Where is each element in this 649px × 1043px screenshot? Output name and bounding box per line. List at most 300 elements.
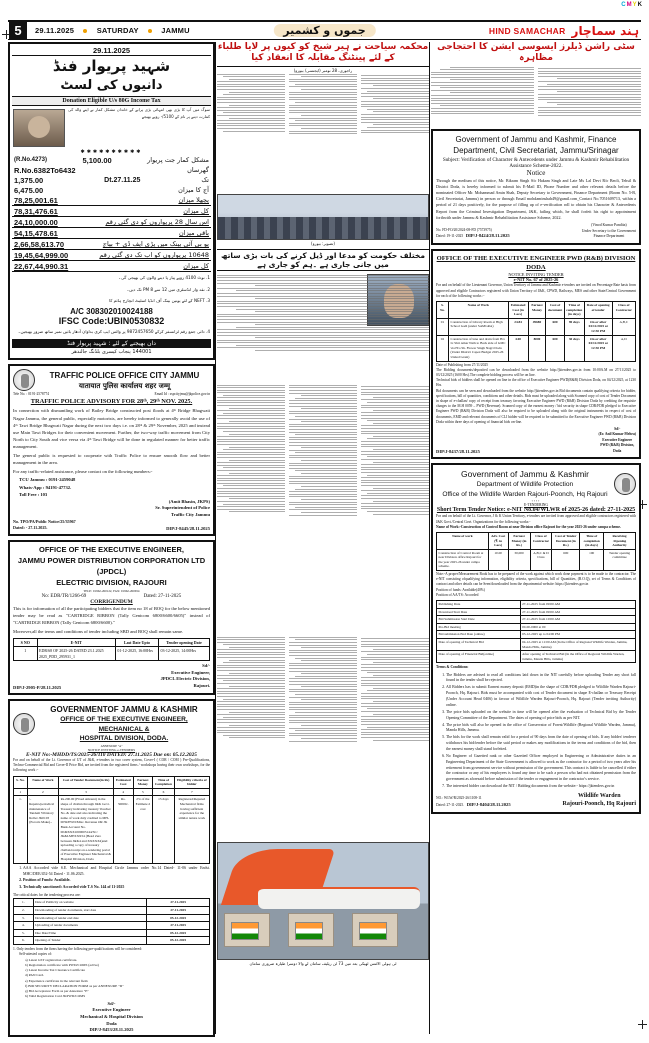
- doda-note: 2. Position of Funds: Available.: [23, 878, 210, 884]
- doda-place: Doda: [106, 1020, 117, 1026]
- column-container: [8, 42, 641, 1034]
- traffic-advisory-para2: The general public is requested to cooperate with Traffic Police to ensure smooth flow and better management in the area.: [13, 453, 210, 466]
- traffic-dip-number: DIP/J-8445/28.11.2025: [166, 526, 210, 531]
- doda-prequal-list: [25, 958, 210, 999]
- wildlife-term: 3. The price bids uploaded on the website in time will be opened after the evaluation of Technical Bid by the Tender Opening Committee of the Department. The dates of opening of price bids as per NIT.: [446, 710, 636, 722]
- cmyk-color-bar: CMYK: [621, 2, 643, 8]
- td-opening: 03-12-2025, 14:00Hrs: [159, 647, 210, 661]
- col-index: 7: [174, 788, 209, 796]
- cargo-crate: [288, 913, 334, 947]
- col-index: 3: [59, 788, 114, 796]
- wildlife-position-aa: Position of AA/TS: Accorded: [436, 592, 479, 597]
- article-dateline: راجوری، 28 نومبر (ایجنسی/ بیورو): [293, 67, 353, 73]
- pwd-signer-name: (Er. Anil Kumar Mehra): [598, 432, 636, 437]
- doda-mechanical-notice: [8, 699, 215, 1038]
- td-sno: 5.: [14, 929, 34, 937]
- pwd-intro: For and on behalf of the Lieutenant Governor, Union Territory of Jammu and Kashmir e-tenders are invited on Percentage Rate basis from approved and eligible Contractors registered with Union Territory of J&K, CPWD, Railways, MES and other State/Central Government for each of the following works :-: [436, 283, 636, 298]
- table-row: [437, 601, 636, 609]
- pwd-sub: NOTICE INVITING TENDER: [508, 272, 564, 278]
- india-flag-icon: [359, 922, 387, 940]
- pwd-note-3: Bid documents can be seen and downloaded from the website http://jktenders.gov.in Bid documents contain qualifying criteria for bidder, specifications, bill of quantities, conditions and other details. Bids must be uploaded along with Scanned copy of cost of Tender Document in shape of e-challan/ copy of receipt from treasury favoring Executive Engineer PWD (R&B) Division Doda by crediting the requisite charges to the M.H 0059 – PWD (Revenue). Scanned copy of the earnest money / bid security in shape CDR/FDR pledged to Executive Engineer PWD (R&B) Division Doda will also be required to be uploaded along with the original instruments in respect of cost of documents, EMD and relevant documents of CLI bidder will be required to be submitted to the Executive Engineer PWD (R&B) Division Doda within three days of opening of financial bids on-line.: [436, 388, 636, 424]
- doda-dip-number: DIP/J-8453/28.11.2025: [89, 1027, 134, 1033]
- td-datetime: 03-12-2025 up to 04:00 PM: [520, 631, 635, 639]
- jpdcl-tender-table: [13, 638, 210, 661]
- jpdcl-line2: JAMMU POWER DISTRIBUTION CORPORATION LTD (JPDCL): [17, 555, 206, 576]
- article-body-right: [431, 67, 641, 129]
- contact-whatsapp: Whats-App : 94191-47732.: [19, 484, 72, 490]
- donation-title-line1: شہید پریوار فنڈ: [52, 57, 171, 75]
- india-flag-icon: [231, 922, 259, 940]
- wildlife-intro: For and on behalf of the Lt. Governor, J & K Union Territory, e-tenders are invited from approved and eligible contractors registered with J&K Govt./Central Govt. Organizations for the following works:-: [436, 514, 636, 524]
- th-eligibility: Eligibility criteria of bidder: [174, 776, 209, 788]
- td-class: A,D: [612, 335, 635, 361]
- th-class: Class of Contractor: [612, 301, 635, 318]
- finance-signature: [582, 223, 636, 240]
- brand-name-urdu: ہند سماچار: [571, 23, 639, 38]
- prequal-item: b) Registration certificate with PWD/COMS (active): [25, 963, 99, 968]
- middle-column: [217, 42, 429, 1034]
- table-row: [14, 937, 210, 945]
- doda-division: Mechanical & Hospital Division: [80, 1014, 143, 1020]
- donation-row: [12, 261, 211, 272]
- jpdcl-division: JPDCL Electric Division,: [160, 676, 210, 682]
- donation-amount: 54,15,478.61: [14, 228, 58, 238]
- th-enit: E-NIT: [37, 638, 115, 646]
- td-estcost: Rs. 50000/-: [113, 796, 133, 863]
- doda-office-line1: OFFICE OF THE EXECUTIVE ENGINEER, MECHANICAL &: [60, 716, 188, 733]
- masthead-brand: [489, 24, 641, 38]
- td-sno: 1: [14, 647, 38, 661]
- td-date: 27-11-2025: [147, 922, 210, 930]
- finance-title-line1: Government of Jammu and Kashmir, Finance: [455, 134, 617, 144]
- article-body-2: [217, 74, 429, 194]
- prequal-item: h) Valid Registration Card JKPWD/COMS: [25, 993, 86, 998]
- finance-department-notice: [431, 129, 641, 245]
- donation-receipt-no: (R.No.4273): [14, 157, 48, 164]
- donation-ifsc-code: IFSC Code:UBIN0530832: [58, 315, 165, 326]
- doda-office-line2: HOSPITAL DIVISION, DODA.: [79, 735, 169, 743]
- td-emd: 8000: [528, 335, 546, 361]
- prequal-item: e) Experience certificate in the relevant field.: [25, 978, 89, 983]
- masthead-edition: JAMMU: [161, 26, 190, 35]
- td-authority: Tender opening committee: [604, 549, 636, 570]
- td-time: 90 days: [564, 318, 584, 335]
- td-work: Construction of Control Room at near Division office Rajouri for the year 2025-26 under campa scheme.: [437, 549, 489, 570]
- td-costdoc: 600: [546, 335, 564, 361]
- finance-file-no: No. FD-FO/20/2024-08-FD (7573975): [436, 227, 492, 232]
- table-row: [14, 922, 210, 930]
- jpdcl-designation: Executive Engineer,: [171, 669, 210, 675]
- td-costdoc: Rs.200.00 (Fixed Amount) in the shape of challan through J&K Govt. Treasury indicating treasury Voucher No. & date and also indicating the name of work duly credited to MH-0059/PWD/Misc. Revenue OR JK Bank Account No. 0049XXX1000005144/SC/ JK&LMEXXX54 (Head Zero between J&K4 and XXXXX4)and uploading a copy of treasury challan/receipt on e-tendering portal of Executive Engineer Mechanical & Hospital Division, Doda: [59, 796, 114, 863]
- page-number: 5: [9, 22, 27, 40]
- td-event: Date of Publicity on website: [33, 899, 147, 907]
- table-row: [14, 906, 210, 914]
- th-authority: Receiving /Opening Authority: [604, 532, 636, 549]
- wildlife-etendering-label: E-TENDERING: [524, 503, 548, 508]
- traffic-tele-label: Tele No. : 0191-2578774: [13, 392, 50, 397]
- td-datetime: After opening of Technical Bid (In the Office of Regional Wildlife Warden, Jammu, Manda Hills, Jammu): [520, 651, 635, 663]
- table-row: [437, 623, 636, 631]
- donation-term: 3. NEFT کے لئے یونین بینک آف انڈیا اسٹیٹ انچارج ہائم کا: [109, 298, 210, 304]
- pwd-note-1: The Bidding documents/deposited can be downloaded from the website http://jktenders.gov.in from 10:00A.M on 27/11/2025 to 03/12/2025 (1600 Hrs).The complete bidding process will be on line.: [436, 367, 636, 377]
- wildlife-terms-title: Terms & Conditions:: [436, 665, 469, 670]
- td-opening: On or after 04/12/2025 at 12:30 PM: [584, 318, 612, 335]
- donation-amount: 6,475.00: [14, 185, 44, 195]
- finance-signer-name: (Vinod Kumar Pandita): [591, 222, 627, 227]
- donation-amount: 2,66,58,613.70: [14, 239, 65, 249]
- donation-account-number: A/C 308302010024188: [70, 306, 153, 316]
- wildlife-works-table: [436, 532, 636, 571]
- th-sno: S. No.: [437, 301, 449, 318]
- doda-signature: [13, 1001, 210, 1028]
- donation-label: پچھلا میزان: [178, 196, 209, 205]
- doda-tender-table: [13, 776, 210, 864]
- pwd-rnb-doda-notice: [431, 249, 641, 459]
- brand-name-english: HIND SAMACHAR: [488, 25, 566, 36]
- td-sno: 02: [437, 335, 449, 361]
- donation-amount: 5,100.00: [82, 155, 112, 165]
- donation-term: 2. نقد وار انڈسٹری میں 12 سے 8 PM تک دیں۔: [126, 286, 210, 292]
- donation-row: [12, 175, 211, 185]
- wildlife-office: Office of the Wildlife Warden Rajouri-Poonch, Hq Rajouri: [442, 490, 608, 498]
- donation-rno-label: گھرساں: [187, 166, 209, 175]
- pwd-sd: Sd/-: [614, 426, 621, 431]
- donor-photo: [13, 109, 65, 147]
- th-costdoc: Cost of document: [546, 301, 564, 318]
- th-advcost: Adv. Cost (₹. in Lacs): [488, 532, 508, 549]
- finance-notice-label: Notice: [526, 168, 546, 177]
- td-sno: 2.: [14, 906, 34, 914]
- td-work: Construction of lane and drain from H/o Lt Shri Amar Nath to Back side of GMC via H/o Sh. Flower Singh Nagri Doda (Under District Capex Budget 2025-26 Untied Grant): [448, 335, 508, 361]
- th-time: Time of completion (in days): [580, 532, 604, 549]
- td-date: 05-12-2025: [147, 914, 210, 922]
- th-work: Name of Work: [448, 301, 508, 318]
- star-divider-icon: ✱✱✱✱✱✱✱✱✱✱: [80, 150, 143, 156]
- donation-row: [12, 195, 211, 206]
- prequal-item: a) Latest GST registration certificate.: [25, 958, 78, 963]
- donation-label: کل میزان: [183, 207, 209, 216]
- wildlife-notice-line: Short Term Tender Notice: e-NIT No.04/WLWR of 2025-26 dated: 27-11-2025: [436, 507, 636, 514]
- jpdcl-corrigendum-notice: [8, 540, 215, 695]
- td-date: 05-12-2025: [147, 937, 210, 945]
- td-event: Publishing Date: [437, 601, 521, 609]
- td-date: 05-12-2025: [147, 929, 210, 937]
- col-index: 1: [14, 788, 28, 796]
- donation-photo-caption: سوگ میں آپ کا بڑی بھی انتہائی بڑی پرانے کے خاندان مشکل کمار نے اپنے والد کی کمارت دینے پر نام کے 5100/- روپے بھیجے: [68, 107, 210, 119]
- td-sno: 3.: [14, 914, 34, 922]
- td-time: 30 days: [564, 335, 584, 361]
- donation-label: باقی میزان: [179, 229, 209, 238]
- donation-date: 29.11.2025: [12, 46, 211, 56]
- td-class: A,B,C: [612, 318, 635, 335]
- th-emd: Earnest Money: [528, 301, 546, 318]
- masthead-dateline: [35, 26, 190, 35]
- table-row: [14, 647, 210, 661]
- traffic-notice-title-hi: यातायात पुलिस कार्यालय शहर जम्मू: [78, 382, 171, 391]
- wildlife-term: 2. All Bidders has to submit Earnest money deposit (EMD)in the shape of CDR/FDR pledged to Wildlife Warden Rajouri-Poonch, Hq. Rajouri. Bids must be accompanied with cost of Tender document in shape E-challan or Treasury Receipt (Under Account Head 0406) in favour of Wildlife Warden Rajouri-Poonch, Hq. Rajouri (Tender inviting Authority) online.: [446, 685, 636, 708]
- article-body-3-continued: [217, 385, 429, 635]
- td-event: Bid submission End Date (online): [437, 631, 521, 639]
- pwd-works-table: [436, 301, 636, 362]
- donation-label: تک: [201, 176, 209, 185]
- donation-amount: 1,375.00: [14, 175, 44, 185]
- wildlife-term: 6. No Engineer of Gazetted rank or other Gazetted Officer employed in Engineering or Administrative duties in an Engineering Department of the State Government is allowed to work as the contractor for a period of two years after his retirement from government service without permission of the government. This contract is liable to be cancelled if either the contractor or any of his employees is found any time to be such a person who had not obtained permission from the government as aforesaid before submission of the tender or engagement in the contractor's service.: [446, 754, 636, 783]
- col-index: 2: [27, 788, 58, 796]
- table-row: [437, 651, 636, 663]
- table-header-row: [437, 301, 636, 318]
- traffic-advisory-para3: For any traffic-related assistance, please contact on the following numbers:-: [13, 469, 153, 475]
- doda-note: 1. AAA Accorded vide S.E. Mechanical and Hospital Circle Jammu order No.14 Dated- 11-06 under Endst. MHC/DEE/452-54 Dated - 11.06.2025.: [23, 866, 210, 878]
- td-event: Download Start Date: [437, 608, 521, 616]
- td-sno: 01: [437, 318, 449, 335]
- donation-row: [12, 228, 211, 239]
- td-enit: EDR/68 OF 2025-26 DATED 23.1.2025 2025_PDD_295931_1: [37, 647, 115, 661]
- td-sno: 1.: [14, 796, 28, 863]
- td-emd: 2% of the Estimate d cost: [133, 796, 153, 863]
- td-date: 27-11-2025: [147, 899, 210, 907]
- wildlife-signer-title: Wildlife Warden: [577, 792, 621, 799]
- doda-note: 3. Technically sanctioned: Accorded vide T.S No. 144 of 11-2025: [23, 885, 210, 891]
- jpdcl-body2: Moreover,all the terms and conditions of tender including SBD and BOQ shall remain same.: [13, 628, 184, 634]
- wildlife-term: 7. The interested bidder can download the NIT / Bidding documents from the website:- https://jktenders.gov.in: [446, 784, 636, 790]
- doda-annexure: ANNEXURE "A": [100, 743, 123, 748]
- wildlife-work-line: Name of Work:-Construction of Control Room at near Division office Rajouri for the year 2025-26 under campa scheme.: [436, 524, 621, 529]
- traffic-advisory-heading: TRAFFIC POLICE ADVISORY FOR 28ᵗʰ, 29ᵗʰ NOV. 2025.: [30, 398, 193, 406]
- finance-subject: Subject: Verification of Character & Antecedents under Jammu & Kashmir Rehabilitation Assistance Scheme-2022.: [442, 156, 630, 169]
- table-row: [437, 549, 636, 570]
- pwd-place: Doda: [613, 448, 622, 453]
- doda-sd: Sd/-: [107, 1000, 116, 1006]
- traffic-signer-office: Traffic City Jammu: [171, 512, 210, 518]
- jpdcl-signature: [161, 663, 210, 690]
- traffic-email-label: Email Id : sspcityjmu@jkpolice.gov.in: [154, 392, 210, 397]
- finance-dated: Dated: 19-11-2025 DIP/J-8424/28.11.2025: [436, 233, 510, 239]
- th-costdoc: Cost of Tender Document (in Rs.): [552, 532, 580, 549]
- table-header-row: [437, 532, 636, 549]
- finance-body: Through the medium of this notice, Mr. Bikram Singh S/o Hakam Singh and Late Ms Lal Devi R/o Beoli, Tehsil & District Doda, is hereby informed to submit his E-Mail ID, Phone Number and other relevant details before the nominated Officer Mr. Mohammad Amin Shah, Deputy Secretary to Government, Finance Department (Room No. 5-B, Civil Secretariat, Jammu) in person or through Email mohdaminshah49@gamil.com_Contact No.7051609713, within a period of 21 days positively, for the purpose of filling up of e-verification roll to obtain his Character & Antecedents Report from the Criminal Investigation Department, J&K, failing which, he shall forfeit his right to appointment forthwith under Jammu & Kashmir Rehabilitation Assistance Scheme, 2022.: [436, 177, 636, 220]
- th-emd: Earnest Money (in Rs.): [508, 532, 530, 549]
- donation-amount: 19,45,64,999.00: [14, 250, 69, 260]
- td-emd: 49680: [528, 318, 546, 335]
- right-column: [431, 42, 641, 1034]
- td-estcost: 4.00: [508, 335, 528, 361]
- td-datetime: 27-11-2025 from 10:00 AM: [520, 616, 635, 624]
- donation-title-line2: دانیوں کی لسٹ: [60, 78, 163, 94]
- masthead-urdu-title: جموں و کشمیر: [273, 24, 375, 37]
- prequal-item: c) Latest Income Tax Clearance Certificate: [25, 968, 86, 973]
- td-time: 100: [580, 549, 604, 570]
- td-estcost: 24.84: [508, 318, 528, 335]
- table-row: [14, 914, 210, 922]
- td-event: Date of opening of Technical Bid: [437, 639, 521, 651]
- donation-label: مشکل کمار جت پریوار: [147, 156, 209, 165]
- wildlife-dip-number: DIP/J-8404/28.11.2025: [466, 801, 511, 807]
- traffic-signer-title: Sr. Superintendent of Police: [155, 505, 210, 511]
- td-emd: 30,000: [508, 549, 530, 570]
- doda-gov-title: GOVERNMENTOF JAMMU & KASHMIR: [50, 704, 198, 714]
- col-index: 4: [113, 788, 133, 796]
- th-class: Class of Contractor: [530, 532, 552, 549]
- finance-dip-number: DIP/J-8424/28.11.2025: [465, 233, 510, 239]
- td-event: Downloading of tender documents, start date: [33, 906, 147, 914]
- doda-prequal-title: 1. Only tenders from the firms having the following pre-qualifications will be considered:: [13, 946, 143, 951]
- prequal-item: d) PAN Card.: [25, 973, 45, 978]
- donation-box: [8, 42, 215, 360]
- td-costdoc: 600: [552, 549, 580, 570]
- donation-row: [12, 185, 211, 195]
- table-header-row: [14, 638, 210, 646]
- td-opening: On or after 04/12/2025 at 12:30 PM: [584, 335, 612, 361]
- table-row: [437, 631, 636, 639]
- td-datetime: 04-12-2025 at 11:00 AM (In the Office of Regional Wildlife Warden, Jammu, Manda Hills, Jammu): [520, 639, 635, 651]
- donation-amount: 24,10,000.00: [14, 217, 58, 227]
- doda-prequal-sub: Self-attested copies of:: [19, 952, 52, 957]
- pwd-signature: [598, 427, 636, 454]
- jpdcl-body: This is for information of all the participating bidders that the item no 18 of BOQ for the below mentioned tender may be read as "CARTRIDGE RIBBON (Tally Genicom 6800/6600/6605)" instead of "CARTRIDGE RIBBON (Tally Genicom 6800/6600).": [13, 605, 210, 625]
- td-class: A,B,C & D Class: [530, 549, 552, 570]
- masthead: [8, 20, 641, 40]
- doda-intro: For and on behalf of the Lt. Governor of UT of J&K, e-tenders in two cover system, Cover-I ( COR / COM ) Pre-Qualifications, Techno-Commercial Bid and Cover-II Price Bid, are invited from the registered firms / workshops having their own workshops, for the following work :-: [13, 757, 210, 773]
- wildlife-term: 4. The price bids will also be opened in the office of Conservator of Forest/Wildlife (Regional Wildlife Warden, Jammu), Manda Hills, Jammu.: [446, 723, 636, 735]
- wildlife-file-no: NO.: WLW/R/2025-26/1108-11: [436, 796, 482, 801]
- donation-term: 4. دائی جمع رقم ٹرانسفر کرکے 9872457650 پر واٹس ایپ کری بداوان آدھار بائیں نمبر ساتھ ضرور بھیجیں۔: [18, 328, 210, 334]
- td-work: :- Repairs/periodical maintenance of Tandem Vibratory Roller JK0103 (Escorts Make).-: [27, 796, 58, 863]
- photo-caption-plane: ٹی ہولی الائنس ٹھیکی بعد میں 73 ٹن ریلیف سامان لے والا دوسرا طیارہ ضروری سامان: [249, 960, 397, 966]
- jpdcl-tele: TELE: 01962-260122, FAX: 01962-260654: [83, 588, 140, 593]
- divider-dots: ••••: [531, 499, 541, 504]
- table-row: [437, 639, 636, 651]
- table-header-row: [14, 776, 210, 788]
- left-column: [8, 42, 215, 1034]
- jpdcl-dated: Dated: 27-11-2025: [143, 593, 182, 599]
- column-rule: [215, 42, 216, 1034]
- table-subheader-row: [14, 788, 210, 796]
- th-time: Time of Completion: [153, 776, 175, 788]
- photo-caption-crowd: (تصویر: بیورو): [311, 240, 335, 246]
- table-row: [14, 796, 210, 863]
- donation-footer: دان بھیجنے کے لئے : شہید پریوار فنڈ: [12, 339, 211, 348]
- table-row: [14, 899, 210, 907]
- th-emd: Earnest Money: [133, 776, 153, 788]
- pwd-nit-number: e-NIT No. 67 of 2025-26: [513, 277, 559, 283]
- finance-title-line2: Department, Civil Secretariat, Jammu/Srinagar: [453, 145, 619, 155]
- donation-amount: 78,31,476.61: [14, 206, 58, 216]
- col-index: 5: [133, 788, 153, 796]
- th-work: Name of work: [437, 532, 489, 549]
- td-advcost: 10.00: [488, 549, 508, 570]
- th-estcost: Estimated Cost: [113, 776, 133, 788]
- pwd-signer-title: Executive Engineer: [602, 437, 633, 442]
- td-datetime: 27-11-2025 from 09:00 AM: [520, 601, 635, 609]
- finance-signer-title: Under Secretary to the Government: [581, 228, 636, 233]
- donation-row: [12, 217, 211, 228]
- donation-row: [12, 250, 211, 261]
- separator-dot-icon: [83, 29, 87, 33]
- td-event: Pre-Bid meeting: [437, 623, 521, 631]
- doda-notes-list: [23, 866, 210, 891]
- article-body-4: [217, 637, 429, 842]
- government-emblem-icon: [13, 713, 35, 735]
- table-row: [437, 616, 636, 624]
- traffic-signer-name: (Amit Bhasin, JKPS): [168, 498, 210, 504]
- pwd-note-0: Date of Publishing from 27/11/2025: [436, 362, 488, 367]
- article-headline-2: محکمہ سیاحت نے ہیر شیخ کو کیوں پر لایا طلباء کے لئے پینٹنگ مقابلہ کا انعقاد کیا: [217, 42, 429, 67]
- td-eligibility: Registered/Reputed Mechanical firms having sufficient experience for the similar nature work: [174, 796, 209, 863]
- pwd-title: OFFICE OF THE EXECUTIVE ENGINEER PWD (R&B) DIVISION DODA: [436, 254, 636, 272]
- article-photo-crowd: [217, 194, 429, 240]
- article-headline-4: سٹی راشن ڈیلرز ایسوسی ایشن کا احتجاجی مظاہرہ: [437, 42, 635, 64]
- contact-tollfree: Toll Free : 103: [19, 491, 48, 497]
- traffic-police-notice: [8, 364, 215, 536]
- donation-label: 10648 پریواروں کو اب تک دی گئی رقم: [99, 251, 209, 260]
- contact-tcu: TCU Jammu : 0191-2459048: [19, 477, 76, 483]
- traffic-advisory-para1: In connection with dismantling work of Bailey Bridge constructed post floods at 4ᵗʰ Bridge Bhagwati Nagar Jammu, the general public, especially motorists, are hereby informed to generally avoid the use of 4ᵗʰ Tawi Bridge Bhagwati Nagar during the next two days i.e. on 28ᵗʰ & 29ᵗʰ November, 2025 and instead use Main Tawi Bridges for their convenient movement. Further, the two-way traffic movement from City North to City South and vice versa via 4ᵗʰ Tawi Bridge will be done in regulated manner for better traffic management.: [13, 408, 210, 449]
- donation-label: آج کا میزان: [178, 186, 209, 195]
- relief-aircraft-photo: [217, 842, 429, 960]
- doda-dates-title: The critical dates for the tendering process are:: [13, 893, 81, 898]
- separator-dot-icon: [148, 29, 152, 33]
- donation-rno-range: R.No.6382To6432: [14, 165, 76, 175]
- wildlife-emblem-icon: [614, 473, 636, 495]
- doda-critical-dates-table: [13, 898, 210, 945]
- donation-amount: 78,25,001.61: [14, 195, 58, 205]
- aircraft-fuselage: [258, 887, 420, 909]
- td-sno: 4.: [14, 922, 34, 930]
- jpdcl-nit-no: No: EDR/TR/1266-69: [41, 593, 87, 599]
- wildlife-term: 5. The bids for the work shall remain valid for a period of 90 days from the date of opening of bids. If any bidder/ tenderer withdraws his bid/tender before the said period or makes any modifications in the terms and conditions of the bid, then the earnest money shall stand forfeited.: [446, 735, 636, 753]
- donation-80g-note: Donation Eligible U/s 80G Income Tax: [12, 96, 211, 106]
- td-datetime: 27-11-2025 from 09:00 AM: [520, 608, 635, 616]
- td-sno: 6.: [14, 937, 34, 945]
- td-lastdate: 01-12-2025, 16:00Hrs: [115, 647, 158, 661]
- jpdcl-sd: Sd/-: [202, 663, 210, 669]
- td-event: Opening of Tender: [33, 937, 147, 945]
- th-estcost: Estimated Cost (in Lacs): [508, 301, 528, 318]
- td-event: Due Date/Time: [33, 929, 147, 937]
- traffic-dated: Dated: - 27.11.2025.: [13, 524, 48, 530]
- td-work: Construction of Library Room at High School Gadi (under SAMGRA): [448, 318, 508, 335]
- doda-designation: Executive Engineer: [92, 1007, 131, 1013]
- jpdcl-dip-number: DIP/J-2905-P/28.11.2025: [13, 684, 62, 690]
- traffic-notice-title-en: TRAFFIC POLICE OFFICE CITY JAMMU: [49, 370, 200, 380]
- pwd-note-2: Technical bids of bidders shall be opened on line in the office of Executive Engineer PWD(R&B) Division Doda, on 04/12/2025, at 1230 Hrs.: [436, 378, 636, 388]
- donation-label: اس سال 28 پریواروں کو دی گئی رقم: [105, 218, 209, 227]
- th-time: Time of completion (in days): [564, 301, 584, 318]
- jpdcl-place: Rajouri.: [193, 683, 210, 689]
- td-date: 27-11-2025: [147, 906, 210, 914]
- table-row: [437, 318, 636, 335]
- th-opening: Tender opening Date: [159, 638, 210, 646]
- police-emblem-icon: [13, 369, 35, 391]
- finance-signer-dept: Finance Department: [593, 234, 625, 239]
- td-event: Bid Submission Start Date: [437, 616, 521, 624]
- pwd-dip-number: DIP/J-8437/28.11.2025: [436, 448, 480, 454]
- wildlife-gov-title: Government of Jammu & Kashmir: [460, 468, 589, 479]
- wildlife-dated-dip: Dated: 27-11-2025. DIP/J-8404/28.11.2025: [436, 801, 511, 807]
- wildlife-terms-list: [446, 673, 636, 790]
- donation-amount: 22,67,44,990.31: [14, 261, 69, 271]
- td-event: Downloading of tender end date: [33, 914, 147, 922]
- col-index: 6: [153, 788, 175, 796]
- donation-term: 1. نوٹ 4100 روپے پیار پا دینے والوں کی بھیجی گی۔: [118, 275, 210, 281]
- article-body-3: [217, 275, 429, 383]
- traffic-signer: [13, 499, 210, 519]
- wildlife-dept: Department of Wildlife Protection: [476, 481, 574, 489]
- jpdcl-line3: ELECTRIC DIVISION, RAJOURI: [56, 577, 167, 587]
- traffic-file-no: No. TPO/PA/Public Notice/25/35967: [13, 518, 76, 524]
- doda-nit-line: E-NIT No:-MHDD/TS/2025-26/110 DATED: 27.11.2025 Due on: 05.12.2025: [25, 751, 197, 758]
- donation-footer-address: 144001 پنجاب کیسری بلڈنگ جالندھر: [71, 349, 152, 356]
